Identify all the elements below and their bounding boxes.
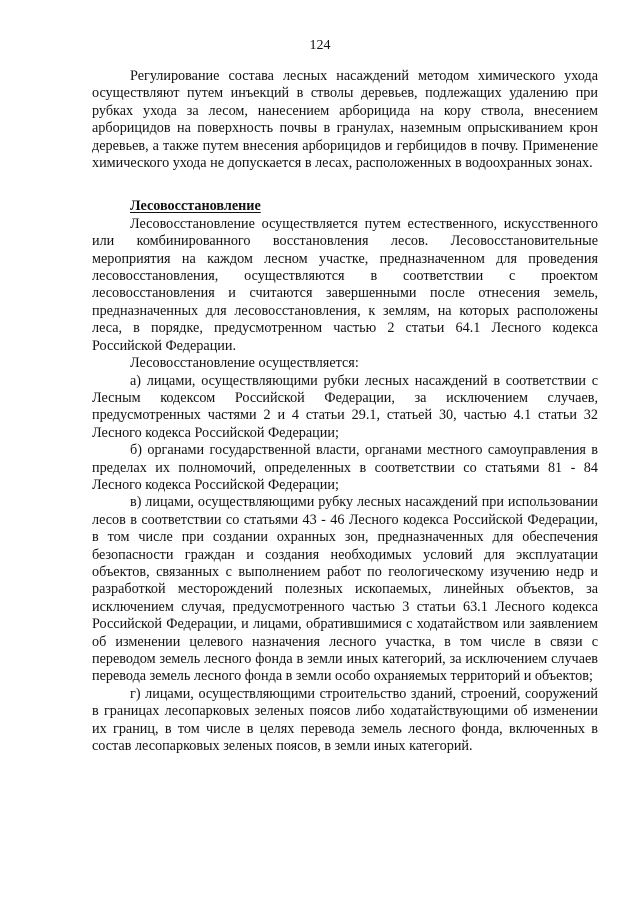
list-item-g: г) лицами, осуществляющими строительство зданий, строений, сооружений в границах лесопарковых зеленых поясов либо ходатайствующими об изменении их границ, в том числе в целях перевода земель лесного фонда, включенных в состав лесопарковых зеленых поясов, в земли иных категорий. — [92, 685, 598, 755]
document-body — [92, 68, 598, 755]
list-item-a: а) лицами, осуществляющими рубки лесных насаждений в соответствии с Лесным кодексом Российской Федерации, за исключением случаев, предусмотренных частями 2 и 4 статьи 29.1, статьей 30, частью 4.1 статьи 32 Лесного кодекса Российской Федерации; — [92, 372, 598, 441]
list-item-b: б) органами государственной власти, органами местного самоуправления в пределах их полномочий, определенных в соответствии со статьями 81 - 84 Лесного кодекса Российской Федерации; — [92, 442, 598, 493]
section-heading: Лесовосстановление — [130, 198, 261, 215]
paragraph-list-lead: Лесовосстановление осуществляется: — [130, 355, 359, 372]
paragraph-chemical-care: Регулирование состава лесных насаждений методом химического ухода осуществляют путем инъекций в стволы деревьев, подлежащих удалению при рубках ухода за лесом, нанесением арборицида на кору ствола, внесением арборицидов на поверхность почвы в гранулах, наземным опрыскиванием крон деревьев, а также путем внесения арборицидов и гербицидов в почву. Применение химического ухода не допускается в лесах, расположенных в водоохранных зонах. — [92, 68, 598, 172]
paragraph-reforestation-intro: Лесовосстановление осуществляется путем естественного, искусственного или комбинированного восстановления лесов. Лесовосстановительные мероприятия на каждом лесном участке, предназначенном для проведения лесовосстановления, осуществляются в соответствии с проектом лесовосстановления и считаются завершенными после отнесения земель, предназначенных для лесовосстановления, к землям, на которых расположены леса, в порядке, предусмотренном частью 2 статьи 64.1 Лесного кодекса Российской Федерации. — [92, 215, 598, 354]
page-number: 124 — [309, 38, 331, 53]
list-item-v: в) лицами, осуществляющими рубку лесных насаждений при использовании лесов в соответствии со статьями 43 - 46 Лесного кодекса Российской Федерации, в том числе при создании охранных зон, предназначенных для обеспечения безопасности граждан и создания необходимых условий для эксплуатации объектов, связанных с выполнением работ по геологическому изучению недр и разработкой месторождений полезных ископаемых, линейных объектов, за исключением случая, предусмотренного частью 3 статьи 63.1 Лесного кодекса Российской Федерации, и лицами, обратившимися с ходатайством или заявлением об изменении целевого назначения лесного участка, в том числе в связи с переводом земель лесного фонда в земли иных категорий, за исключением случаев перевода земель лесного фонда в земли особо охраняемых территорий и объектов; — [92, 494, 598, 685]
